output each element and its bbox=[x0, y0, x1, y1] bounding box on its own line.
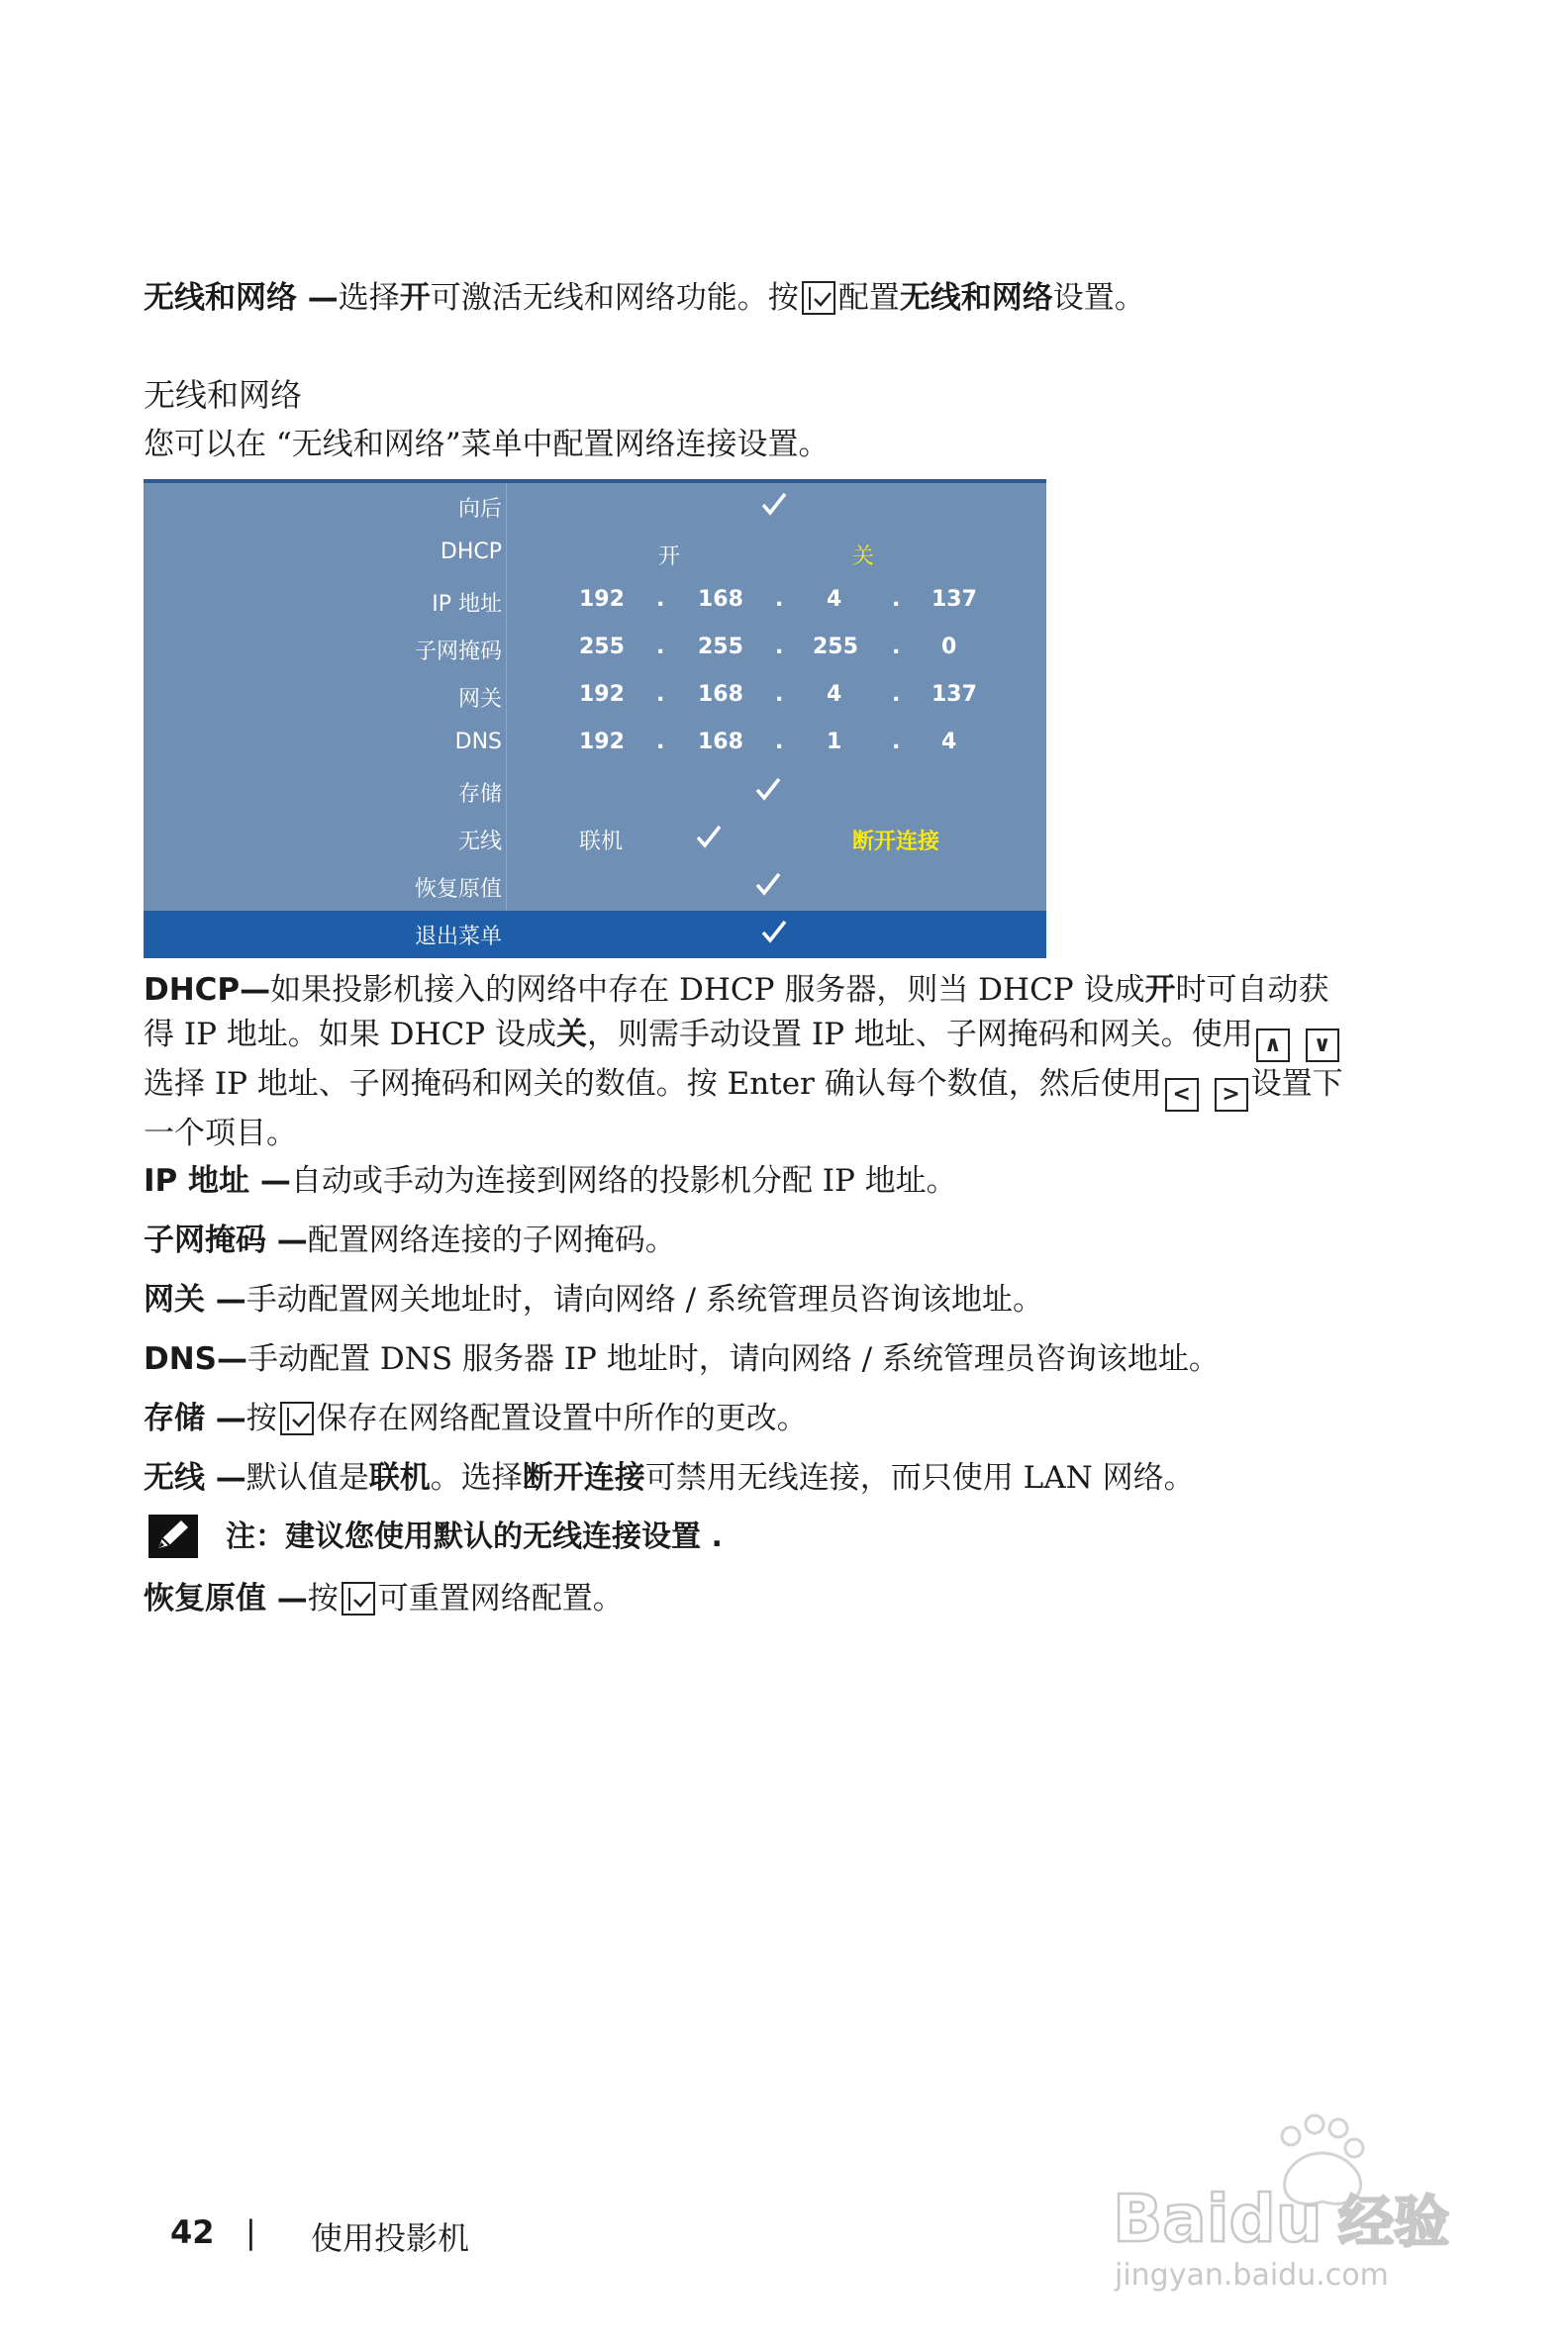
note-pencil-icon bbox=[148, 1515, 198, 1558]
menu-row-back[interactable]: 向后 bbox=[144, 483, 1046, 531]
left-arrow-key-icon: < bbox=[1165, 1078, 1199, 1112]
check-icon bbox=[753, 869, 783, 899]
subnet-paragraph: 子网掩码 —配置网络连接的子网掩码。 bbox=[144, 1223, 676, 1258]
menu-row-gateway[interactable]: 网关 192 . 168 . 4 . 137 bbox=[457, 682, 977, 712]
enter-key-icon bbox=[342, 1582, 375, 1616]
menu-row-store[interactable]: 存储 bbox=[144, 768, 1046, 816]
ip-paragraph: IP 地址 —自动或手动为连接到网络的投影机分配 IP 地址。 bbox=[144, 1163, 957, 1199]
footer-section-title: 使用投影机 bbox=[311, 2219, 470, 2257]
down-arrow-key-icon: ∨ bbox=[1306, 1029, 1339, 1062]
footer-separator: | bbox=[245, 2213, 256, 2251]
term-wireless-network: 无线和网络 — bbox=[144, 280, 339, 316]
svg-text:经验: 经验 bbox=[1338, 2191, 1449, 2255]
menu-row-subnet-mask[interactable]: 子网掩码 255 . 255 . 255 . 0 bbox=[414, 635, 957, 664]
menu-row-exit[interactable]: 退出菜单 bbox=[144, 911, 1046, 958]
dhcp-paragraph: DHCP—如果投影机接入的网络中存在 DHCP 服务器，则当 DHCP 设成开时可自动获得 IP 地址。如果 DHCP 设成关，则需手动设置 IP 地址、子网掩码和网关。使用 ∧ ∨选择 IP 地址、子网掩码和网关的数值。按 Enter 确认每个数值，然后使用 < > 设置下一个项目。 bbox=[144, 972, 1343, 1151]
check-icon bbox=[759, 917, 789, 946]
menu-row-dhcp[interactable]: DHCP 开 关 bbox=[440, 539, 875, 569]
svg-text:jingyan.baidu.com: jingyan.baidu.com bbox=[1115, 2258, 1389, 2293]
menu-row-wireless[interactable]: 无线 联机 断开连接 bbox=[144, 816, 1046, 863]
wireless-network-menu bbox=[144, 479, 1046, 958]
up-arrow-key-icon: ∧ bbox=[1256, 1029, 1290, 1062]
check-icon bbox=[759, 489, 789, 519]
enter-key-icon bbox=[802, 281, 835, 315]
menu-row-reset[interactable]: 恢复原值 bbox=[144, 863, 1046, 911]
check-icon bbox=[753, 774, 783, 804]
wireless-disconnect-option[interactable]: 断开连接 bbox=[852, 830, 940, 854]
wireless-online-option[interactable]: 联机 bbox=[579, 830, 624, 854]
intro-paragraph: 无线和网络 —选择开可激活无线和网络功能。按 配置无线和网络设置。 bbox=[144, 280, 1145, 316]
check-icon bbox=[694, 822, 724, 851]
right-arrow-key-icon: > bbox=[1215, 1078, 1248, 1112]
enter-key-icon bbox=[280, 1402, 314, 1435]
dhcp-on-option[interactable]: 开 bbox=[658, 544, 681, 569]
baidu-jingyan-watermark bbox=[1079, 2107, 1475, 2295]
section-title: 无线和网络 bbox=[144, 376, 303, 414]
svg-text:Baidu: Baidu bbox=[1113, 2181, 1323, 2257]
page-number: 42 bbox=[170, 2213, 215, 2251]
wireless-paragraph: 无线 —默认值是联机。选择断开连接可禁用无线连接，而只使用 LAN 网络。 bbox=[144, 1460, 1195, 1496]
menu-row-dns[interactable]: DNS 192 . 168 . 1 . 4 bbox=[454, 730, 957, 754]
dns-paragraph: DNS—手动配置 DNS 服务器 IP 地址时，请向网络 / 系统管理员咨询该地址。 bbox=[144, 1341, 1220, 1377]
section-description: 您可以在 “无线和网络”菜单中配置网络连接设置。 bbox=[144, 427, 830, 462]
menu-row-ip[interactable]: IP 地址 192 . 168 . 4 . 137 bbox=[432, 587, 977, 617]
reset-paragraph: 恢复原值 —按 可重置网络配置。 bbox=[144, 1581, 624, 1617]
gateway-paragraph: 网关 —手动配置网关地址时，请向网络 / 系统管理员咨询该地址。 bbox=[144, 1282, 1043, 1318]
note-paragraph: 注：建议您使用默认的无线连接设置 . bbox=[226, 1519, 723, 1554]
dhcp-off-option[interactable]: 关 bbox=[852, 544, 875, 569]
store-paragraph: 存储 —按 保存在网络配置设置中所作的更改。 bbox=[144, 1401, 808, 1436]
